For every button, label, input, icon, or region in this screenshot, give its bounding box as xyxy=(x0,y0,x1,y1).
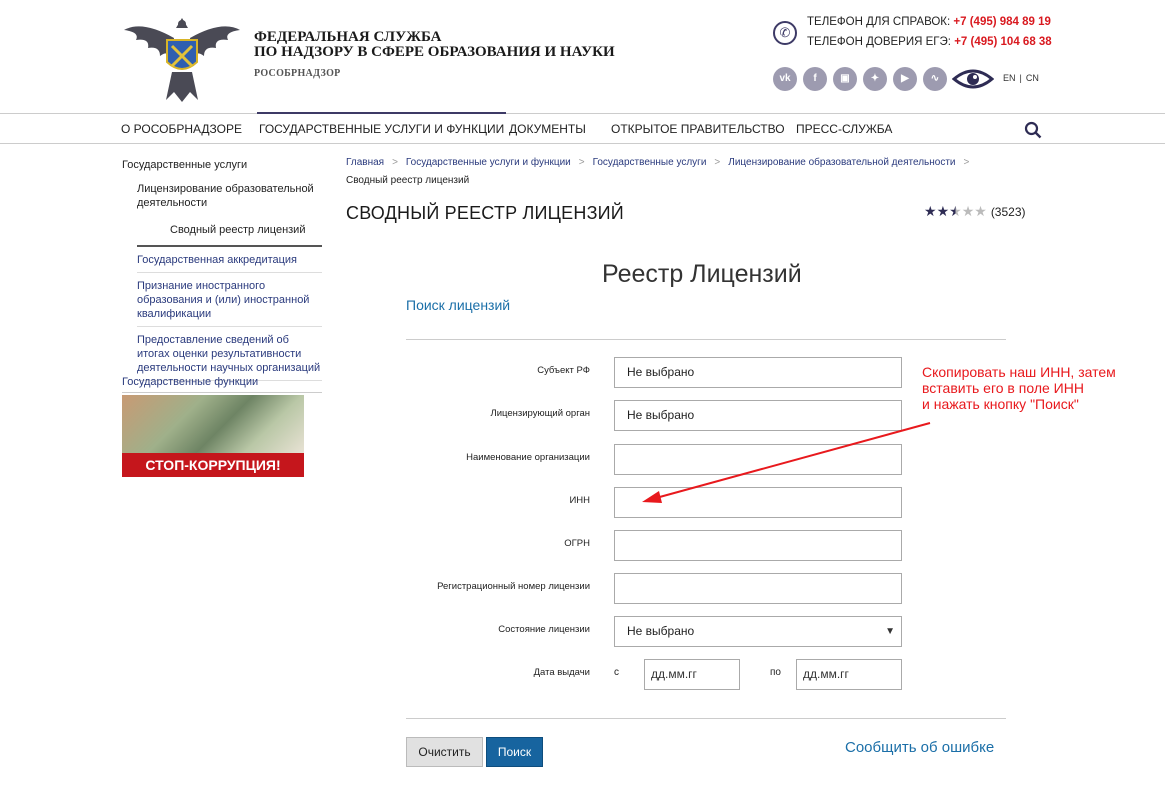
breadcrumb-services[interactable]: Государственные услуги xyxy=(592,157,707,168)
nav-about[interactable]: О РОСОБРНАДЗОРЕ xyxy=(121,122,243,136)
licensing-body-select[interactable]: Не выбрано xyxy=(614,400,902,431)
star-icon[interactable]: ★ xyxy=(961,203,975,219)
search-licenses-link[interactable]: Поиск лицензий xyxy=(406,297,511,313)
rating xyxy=(924,203,1026,220)
status-select[interactable] xyxy=(614,616,902,647)
facebook-icon[interactable]: f xyxy=(803,67,827,91)
breadcrumb-home[interactable]: Главная xyxy=(346,157,385,168)
rating-count: (3523) xyxy=(990,205,1026,219)
breadcrumb xyxy=(346,157,977,168)
nav-press[interactable]: ПРЕСС-СЛУЖБА xyxy=(796,122,893,136)
nav-services[interactable]: ГОСУДАРСТВЕННЫЕ УСЛУГИ И ФУНКЦИИ xyxy=(259,122,505,136)
page-title: СВОДНЫЙ РЕЕСТР ЛИЦЕНЗИЙ xyxy=(346,203,624,223)
rss-icon[interactable]: ∿ xyxy=(923,67,947,91)
divider xyxy=(406,718,1006,719)
sidebar-gov-services[interactable]: Государственные услуги xyxy=(122,159,248,171)
phone-trust-ege xyxy=(807,36,1052,48)
lang-en[interactable]: EN xyxy=(1003,73,1016,83)
twitter-icon[interactable]: ✦ xyxy=(863,67,887,91)
phone-trust-label: ТЕЛЕФОН ДОВЕРИЯ ЕГЭ: xyxy=(807,36,951,48)
reg-number-label: Регистрационный номер лицензии xyxy=(437,581,590,592)
social-links xyxy=(773,67,947,91)
vk-icon[interactable]: vk xyxy=(773,67,797,91)
licensing-body-label: Лицензирующий орган xyxy=(490,408,590,419)
reg-number-input[interactable] xyxy=(614,573,902,604)
org-name-line1: ФЕДЕРАЛЬНАЯ СЛУЖБА xyxy=(254,29,442,45)
banner-money-image xyxy=(122,395,304,453)
org-name-input[interactable] xyxy=(614,444,902,475)
sidebar-item-licensing[interactable]: Лицензирование образовательной деятельности xyxy=(137,183,314,209)
phone-trust-number[interactable]: +7 (495) 104 68 38 xyxy=(954,36,1052,48)
nav-open-government[interactable]: ОТКРЫТОЕ ПРАВИТЕЛЬСТВО xyxy=(611,122,785,136)
date-from-prefix: с xyxy=(614,667,619,678)
nav-documents[interactable]: ДОКУМЕНТЫ xyxy=(509,122,586,136)
clear-button[interactable]: Очистить xyxy=(406,737,483,767)
chevron-right-icon: > xyxy=(714,157,721,168)
ogrn-label: ОГРН xyxy=(564,538,590,549)
main-nav xyxy=(0,113,1165,144)
sidebar-item-science-assessment[interactable]: Предоставление сведений об итогах оценки результативности деятельности научных организаций xyxy=(137,327,322,381)
eagle-emblem-logo[interactable] xyxy=(122,10,242,102)
phone-reference-label: ТЕЛЕФОН ДЛЯ СПРАВОК: xyxy=(807,16,951,28)
breadcrumb-services-functions[interactable]: Государственные услуги и функции xyxy=(405,157,571,168)
inn-label: ИНН xyxy=(569,495,590,506)
lang-separator: | xyxy=(1019,73,1022,83)
inn-input[interactable] xyxy=(614,487,902,518)
breadcrumb-licensing[interactable]: Лицензирование образовательной деятельности xyxy=(728,157,956,168)
sidebar-item-foreign-education[interactable]: Признание иностранного образования и (или) иностранной квалификации xyxy=(137,273,322,327)
issue-date-label: Дата выдачи xyxy=(533,667,590,678)
date-to-input[interactable]: дд.мм.гг xyxy=(796,659,902,690)
chevron-right-icon: > xyxy=(578,157,585,168)
chevron-right-icon: > xyxy=(392,157,398,168)
instruction-annotation xyxy=(922,364,1116,412)
subject-select[interactable]: Не выбрано xyxy=(614,357,902,388)
youtube-icon[interactable]: ▶ xyxy=(893,67,917,91)
accessibility-eye-icon[interactable] xyxy=(952,67,994,91)
ogrn-input[interactable] xyxy=(614,530,902,561)
annotation-line3: и нажать кнопку "Поиск" xyxy=(922,396,1079,412)
star-icon[interactable]: ★ xyxy=(924,203,937,219)
sidebar-menu xyxy=(137,181,322,381)
date-to-prefix: по xyxy=(770,667,781,678)
status-select-value: Не выбрано xyxy=(627,624,695,638)
org-name xyxy=(254,30,615,60)
date-from-input[interactable]: дд.мм.гг xyxy=(644,659,740,690)
divider xyxy=(406,339,1006,340)
star-icon[interactable]: ★ xyxy=(936,203,950,219)
annotation-line1: Скопировать наш ИНН, затем xyxy=(922,364,1116,380)
org-name-label: Наименование организации xyxy=(466,452,590,463)
star-icon[interactable]: ★ xyxy=(949,203,962,219)
breadcrumb-current: Сводный реестр лицензий xyxy=(346,175,470,186)
search-icon[interactable] xyxy=(1024,121,1042,139)
status-label: Состояние лицензии xyxy=(498,624,590,635)
sidebar-gov-functions[interactable]: Государственные функции xyxy=(122,376,322,393)
instagram-icon[interactable]: ▣ xyxy=(833,67,857,91)
rating-stars[interactable] xyxy=(924,203,987,219)
org-short-name: РОСОБРНАДЗОР xyxy=(254,68,341,79)
anti-corruption-banner[interactable] xyxy=(122,395,304,477)
phone-reference xyxy=(807,16,1051,28)
star-icon[interactable]: ★ xyxy=(974,203,987,219)
sidebar-item-accreditation[interactable]: Государственная аккредитация xyxy=(137,247,322,273)
banner-label: СТОП-КОРРУПЦИЯ! xyxy=(122,453,304,477)
annotation-line2: вставить его в поле ИНН xyxy=(922,380,1084,396)
phone-reference-number[interactable]: +7 (495) 984 89 19 xyxy=(953,16,1051,28)
org-name-line2: ПО НАДЗОРУ В СФЕРЕ ОБРАЗОВАНИЯ И НАУКИ xyxy=(254,44,615,60)
phone-icon: ✆ xyxy=(773,21,797,45)
lang-cn[interactable]: CN xyxy=(1025,73,1039,83)
chevron-right-icon: > xyxy=(963,157,970,168)
language-switcher xyxy=(1001,73,1041,83)
search-button[interactable]: Поиск xyxy=(486,737,543,767)
registry-title: Реестр Лицензий xyxy=(602,260,802,288)
subject-label: Субъект РФ xyxy=(537,365,590,376)
dropdown-arrow-icon: ▼ xyxy=(885,626,895,637)
report-error-link[interactable]: Сообщить об ошибке xyxy=(845,739,995,756)
sidebar-item-registry[interactable]: Сводный реестр лицензий xyxy=(137,215,322,247)
